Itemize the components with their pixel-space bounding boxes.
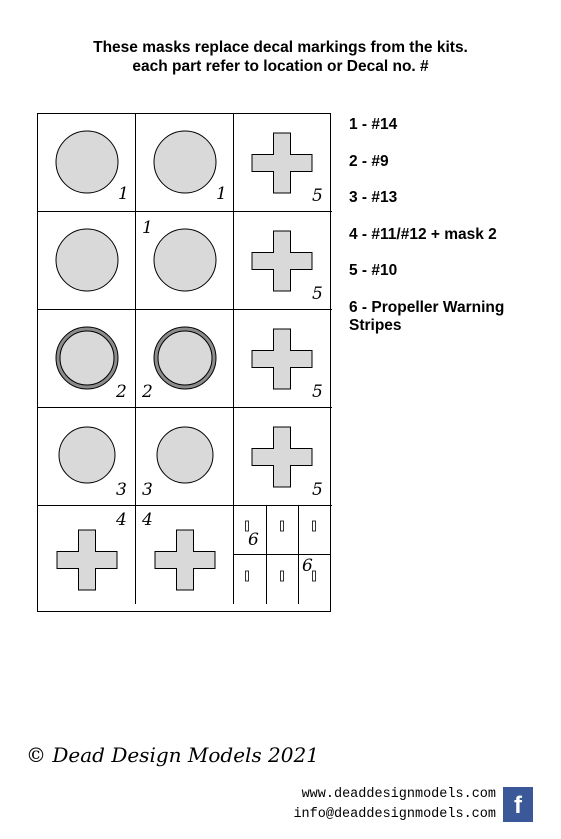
mask-cell [234, 114, 332, 212]
mask-cell [136, 310, 234, 408]
part-number: 3 [142, 480, 153, 500]
part-number: 3 [116, 480, 127, 500]
warning-stripe [281, 571, 284, 581]
part-number: 4 [116, 510, 127, 530]
part-number: 4 [142, 510, 153, 530]
warning-stripe [281, 521, 284, 531]
mask-cell [38, 114, 136, 212]
warning-stripes [234, 506, 331, 604]
facebook-icon[interactable]: f [503, 787, 533, 822]
legend-item-1: 1 - #14 [349, 116, 398, 133]
mask-cell [136, 212, 234, 310]
legend-item-4: 4 - #11/#12 + mask 2 [349, 225, 497, 243]
header-line-1: These masks replace decal markings from the kits. [93, 39, 468, 56]
legend-item-5: 5 - #10 [349, 262, 398, 279]
warning-stripe [246, 571, 249, 581]
mask-cell [38, 506, 136, 604]
mask-cell [136, 114, 234, 212]
email-link[interactable]: info@deaddesignmodels.com [293, 807, 496, 822]
part-number: 2 [142, 382, 153, 402]
mask-cell [136, 408, 234, 506]
legend-item-3: 3 - #13 [349, 189, 398, 206]
legend-item-2: 2 - #9 [349, 152, 389, 170]
header-title [0, 38, 561, 76]
mask-sheet [37, 113, 331, 612]
legend-item-6: 6 - Propeller Warning Stripes [349, 298, 505, 334]
mask-cell [38, 408, 136, 506]
legend [349, 116, 549, 353]
part-number: 5 [312, 382, 323, 402]
contact-info [276, 785, 496, 825]
mask-cell [38, 212, 136, 310]
part-number: 5 [312, 284, 323, 304]
mask-cell [38, 310, 136, 408]
mask-cell [136, 506, 234, 604]
part-number: 5 [312, 186, 323, 206]
part-number: 1 [216, 184, 227, 204]
mask-cell [234, 506, 332, 604]
part-number: 6 [248, 530, 259, 550]
header-line-2: each part refer to location or Decal no. # [132, 58, 429, 75]
part-number: 5 [312, 480, 323, 500]
part-number: 1 [118, 184, 129, 204]
mask-cell [234, 212, 332, 310]
part-number: 2 [116, 382, 127, 402]
copyright-notice: © Dead Design Models 2021 [26, 743, 319, 767]
part-number: 6 [302, 556, 313, 576]
circle-mask [38, 212, 136, 310]
warning-stripe [313, 521, 316, 531]
mask-cell [234, 408, 332, 506]
mask-cell [234, 310, 332, 408]
website-link[interactable]: www.deaddesignmodels.com [301, 787, 496, 802]
part-number: 1 [142, 218, 153, 238]
